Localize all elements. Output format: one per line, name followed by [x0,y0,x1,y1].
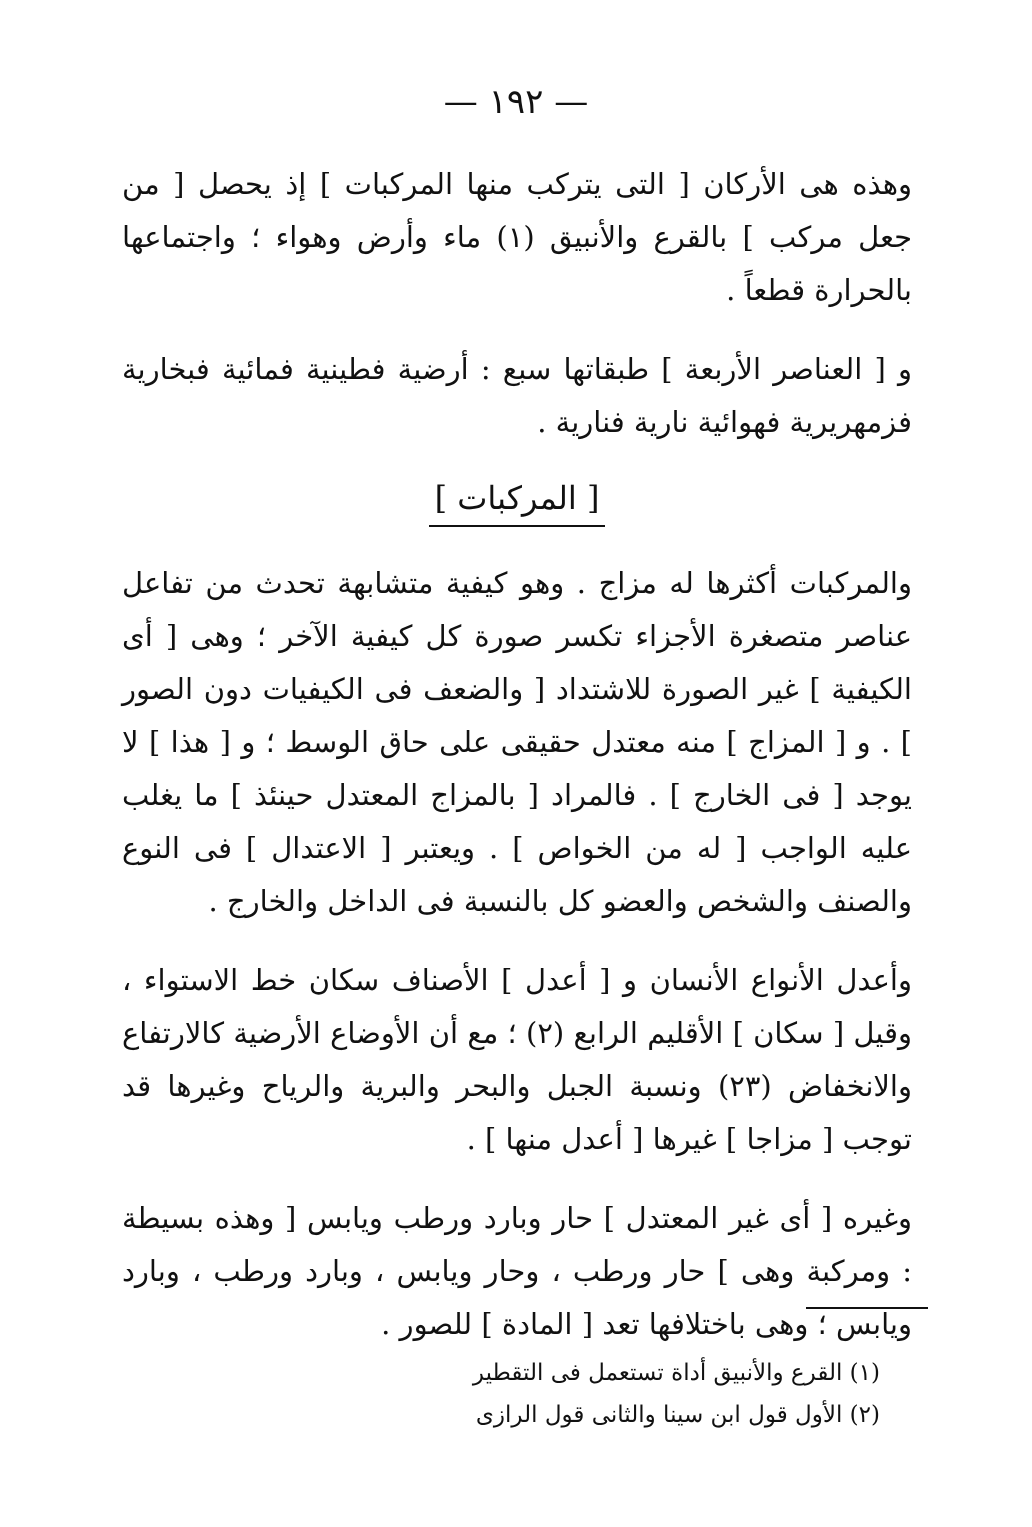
main-text [122,158,912,1377]
footnote-1: (١) القرع والأنبيق أداة تستعمل فى التقطير [472,1360,880,1386]
section-heading: [ المركبات ] [429,475,606,527]
footnote-2: (٢) الأول قول ابن سينا والثانى قول الرازى [475,1402,880,1428]
page-number: — ١٩٢ — [443,82,589,122]
paragraph-compounds: والمركبات أكثرها له مزاج . وهو كيفية متشابهة تحدث من تفاعل عناصر متصغرة الأجزاء تكسر صورة كل كيفية الآخر ؛ وهى [ أى الكيفية ] غير الصورة للاشتداد [ والضعف فى الكيفيات دون الصور ] . و [ المزاج ] منه معتدل حقيقى على حاق الوسط ؛ و [ هذا ] لا يوجد [ فى الخارج ] . فالمراد [ بالمزاج المعتدل حينئذ ] ما يغلب عليه الواجب [ له من الخواص ] . ويعتبر [ الاعتدال ] فى النوع والصنف والشخص والعضو كل بالنسبة فى الداخل والخارج . [122,566,912,918]
section-heading-wrap [122,475,912,527]
footnotes [300,1352,880,1436]
paragraph-layers: و [ العناصر الأربعة ] طبقاتها سبع : أرضية فطينية فمائية فبخارية فزمهريرية فهوائية نارية فنارية . [122,352,912,439]
paragraph-most-balanced: وأعدل الأنواع الأنسان و [ أعدل ] الأصناف سكان خط الاستواء ، وقيل [ سكان ] الأقليم الرابع (٢) ؛ مع أن الأوضاع الأرضية كالارتفاع والانخفاض (٢٣) ونسبة الجبل والبحر والبرية والرياح وغيرها قد توجب [ مزاجا ] غيرها [ أعدل منها ] . [122,963,912,1156]
paragraph-elements: وهذه هى الأركان [ التى يتركب منها المركبات ] إذ يحصل [ من جعل مركب ] بالقرع والأنبيق (١) ماء وأرض وهواء ؛ واجتماعها بالحرارة قطعاً . [122,167,912,307]
footnote-divider [806,1307,928,1309]
paragraph-other-temperaments: وغيره [ أى غير المعتدل ] حار وبارد ورطب ويابس [ وهذه بسيطة : ومركبة وهى ] حار ورطب ، وحار ويابس ، وبارد ورطب ، وبارد ويابس ؛ وهى باختلافها تعد [ المادة ] للصور . [122,1201,912,1341]
